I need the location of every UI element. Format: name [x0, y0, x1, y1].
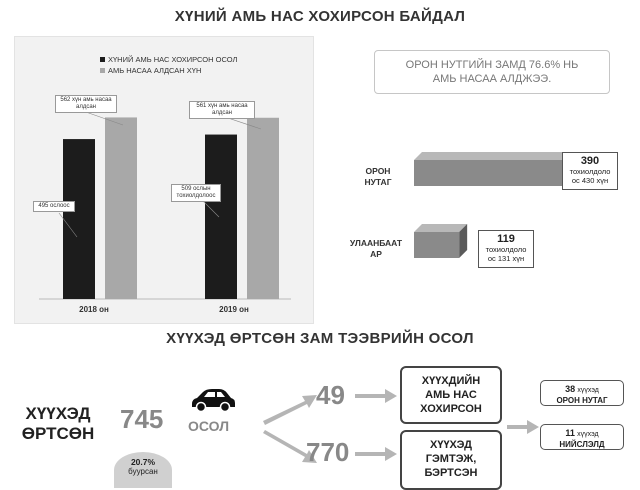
bar-deaths-1 — [247, 118, 279, 299]
count-rural-line1: тохиолдоло — [569, 167, 611, 176]
arrow-to-split — [507, 420, 539, 434]
callout-2019-deaths — [189, 101, 255, 119]
accident-label: ОСОЛ — [188, 418, 230, 434]
bar3d-top-1 — [414, 224, 467, 232]
bar3d-top-0 — [414, 152, 570, 160]
region-label-ub-line1: УЛААНБААТ — [349, 238, 403, 248]
outcome-injured-line3: БЭРТСЭН — [424, 467, 478, 479]
info-box — [374, 50, 610, 94]
count-rural-line2: ос 430 хүн — [571, 176, 609, 185]
legend-label-accidents: ХҮНИЙ АМЬ НАС ХОХИРСОН ОСОЛ — [108, 55, 238, 64]
region-label-rural-line1: ОРОН — [365, 166, 391, 176]
car-icon — [188, 386, 238, 414]
decrease-label: буурсан — [128, 467, 158, 476]
region-label-ub — [344, 238, 408, 260]
legend-label-deaths: АМЬ НАСАА АЛДСАН ХҮН — [108, 66, 202, 75]
x-tick-2018: 2018 он — [79, 305, 109, 314]
outcome-deaths-line2: АМЬ НАС — [425, 389, 477, 401]
outcome-injured-box — [400, 430, 502, 490]
outcome-deaths-line1: ХҮҮХДИЙН — [421, 375, 481, 387]
region-label-rural — [350, 166, 406, 188]
city-children-unit: хүүхэд — [577, 431, 599, 438]
callout-text: 509 ослын тохиолдолоос — [176, 186, 216, 199]
callout-2019-accidents — [171, 184, 221, 202]
city-children-box — [540, 424, 624, 450]
children-label — [18, 404, 98, 444]
count-box-rural — [562, 152, 618, 190]
callout-text: 561 хүн амь насаа алдсан — [196, 103, 248, 116]
children-label-line1: ХҮҮХЭД — [25, 404, 91, 423]
callout-2018-accidents — [33, 201, 75, 212]
bar-accidents-0 — [63, 139, 95, 299]
children-label-line2: ӨРТСӨН — [21, 424, 95, 443]
rural-children-num: 38 — [565, 384, 576, 394]
region-label-rural-line2: НУТАГ — [364, 177, 392, 187]
bar-deaths-0 — [105, 117, 137, 299]
region-label-ub-line2: АР — [370, 249, 382, 259]
x-tick-2019: 2019 он — [219, 305, 249, 314]
rural-children-label: ОРОН НУТАГ — [556, 396, 608, 405]
children-deaths-number: 49 — [316, 380, 345, 410]
city-children-label: НИЙСЛЭЛД — [559, 440, 605, 449]
bar-accidents-1 — [205, 135, 237, 299]
arrow-to-deaths — [263, 395, 317, 425]
count-ub-line1: тохиолдоло — [485, 245, 527, 254]
count-ub-line2: ос 131 хүн — [487, 254, 525, 263]
annual-chart-panel — [14, 36, 314, 324]
annual-bar-chart — [15, 37, 313, 323]
decrease-badge — [114, 452, 172, 488]
decrease-pct: 20.7% — [130, 457, 156, 467]
section-title-children: ХҮҮХЭД ӨРТСӨН ЗАМ ТЭЭВРИЙН ОСОЛ — [166, 330, 474, 347]
count-rural-num: 390 — [580, 155, 600, 167]
bar3d-front-0 — [414, 160, 562, 186]
outcome-injured-line1: ХҮҮХЭД — [429, 439, 473, 451]
total-accidents-number: 745 — [120, 404, 164, 434]
count-ub-num: 119 — [497, 233, 515, 245]
callout-text: 495 ослоос — [38, 203, 70, 209]
arrow-49-to-box — [355, 389, 397, 403]
children-injured-number: 770 — [306, 437, 350, 467]
outcome-deaths-line3: ХОХИРСОН — [420, 403, 482, 415]
bar3d-front-1 — [414, 232, 459, 258]
info-box-line2: АМЬ НАСАА АЛДЖЭЭ. — [432, 73, 552, 85]
callout-text: 562 хүн амь насаа алдсан — [60, 97, 112, 110]
info-box-line1: ОРОН НУТГИЙН ЗАМД 76.6% НЬ — [405, 59, 579, 71]
outcome-deaths-box — [400, 366, 502, 424]
page-title: ХҮНИЙ АМЬ НАС ХОХИРСОН БАЙДАЛ — [174, 8, 466, 25]
count-box-ub — [478, 230, 534, 268]
rural-children-box — [540, 380, 624, 406]
arrow-770-to-box — [355, 447, 397, 461]
rural-children-unit: хүүхэд — [577, 387, 599, 394]
city-children-num: 11 — [565, 428, 575, 438]
outcome-injured-line2: ГЭМТЭЖ, — [425, 453, 477, 465]
callout-2018-deaths — [55, 95, 117, 113]
